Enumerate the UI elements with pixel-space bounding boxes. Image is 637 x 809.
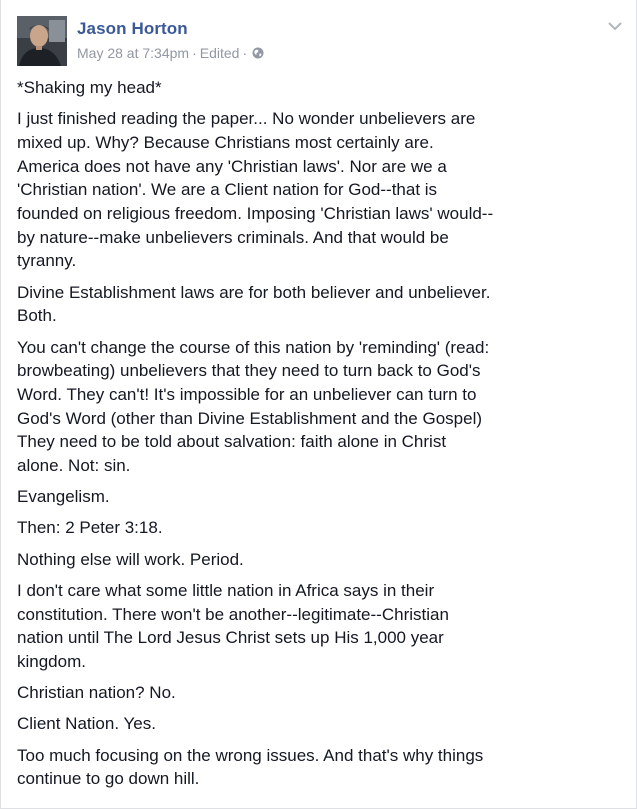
post-paragraph: Client Nation. Yes. <box>17 714 156 734</box>
meta-separator: · <box>242 45 248 61</box>
post-paragraph: Nothing else will work. Period. <box>17 549 244 569</box>
post-paragraph: Christian nation? No. <box>17 683 176 703</box>
globe-icon[interactable] <box>252 46 264 58</box>
post-paragraph: Too much focusing on the wrong issues. And that's why things continue to go down hill. <box>17 745 484 789</box>
post-paragraph: *Shaking my head* <box>17 78 162 97</box>
author-name[interactable]: Jason Horton <box>77 19 188 38</box>
chevron-down-icon[interactable] <box>608 18 622 28</box>
post-header <box>17 16 636 66</box>
edited-label[interactable]: Edited <box>199 45 240 61</box>
avatar-image <box>17 16 67 66</box>
post-paragraph: Divine Establishment laws are for both believer and unbeliever. Both. <box>17 282 491 326</box>
post-body <box>17 76 497 798</box>
post-paragraph: I just finished reading the paper... No wonder unbelievers are mixed up. Why? Because Christians most certainly are. America does not have any 'Christian laws'. Nor are we a 'Christian nation'. We are a Client nation for God--that is founded on religious freedom. Imposing 'Christian laws' would--by nature--make unbelievers criminals. And that would be tyranny. <box>17 109 494 271</box>
avatar[interactable] <box>17 16 67 66</box>
post-paragraph: Evangelism. <box>17 487 110 507</box>
meta-separator: · <box>192 45 197 61</box>
post-meta <box>77 45 264 61</box>
post-paragraph: You can't change the course of this nation by 'reminding' (read: browbeating) unbelievers that they need to turn back to God's Word. They can't! It's impossible for an unbeliever can turn to God's Word (other than Divine Establishment and the Gospel) They need to be told about salvation: faith alone in Christ alone. Not: sin. <box>17 337 490 476</box>
post-timestamp[interactable]: May 28 at 7:34pm <box>77 45 190 61</box>
post-paragraph: I don't care what some little nation in Africa says in their constitution. There won't be another--legitimate--Christian nation until The Lord Jesus Christ sets up His 1,000 year kingdom. <box>17 580 449 671</box>
post-paragraph: Then: 2 Peter 3:18. <box>17 518 163 538</box>
